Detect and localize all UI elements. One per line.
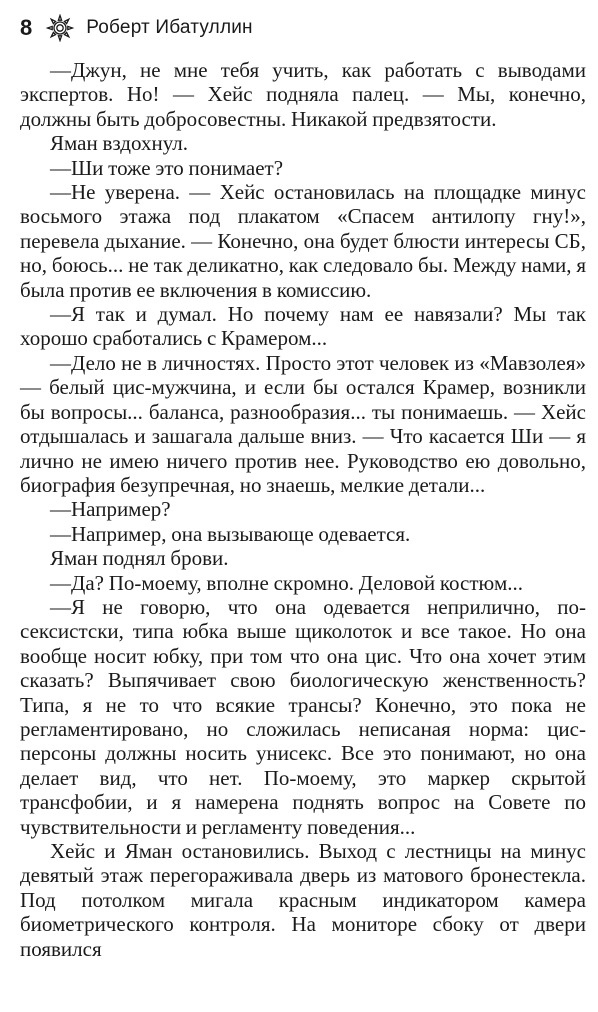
paragraph: —Я не говорю, что она одевается неприлично, по-сексистски, типа юбка выше щиколоток и все такое. Но она вообще носит юбку, при том что она цис. Что она хочет этим сказать? Выпячивает свою биологическую женственность? Типа, я не то что всякие трансы? Конечно, это пока не регламентировано, но сложилась неписаная норма: цис-персоны должны носить унисекс. Все это понимают, но она делает вид, что нет. По-моему, это маркер скрытой трансфобии, и я намерена поднять вопрос на Совете по чувствительности и регламенту поведения... (20, 594, 586, 839)
paragraph: Хейс и Яман остановились. Выход с лестницы на минус девятый этаж перегораживала дверь из матового бронестекла. Под потолком мигала красным индикатором камера биометрического контроля. На мониторе сбоку от двери появился (20, 839, 586, 961)
paragraph: —Не уверена. — Хейс остановилась на площадке минус восьмого этажа под плакатом «Спасем антилопу гну!», перевела дыхание. — Конечно, она будет блюсти интересы СБ, но, боюсь... не так деликатно, как следовало бы. Между нами, я была против ее включения в комиссию. (20, 180, 586, 302)
paragraph: —Например, она вызывающе одевается. (50, 521, 411, 546)
paragraph: —Ши тоже это понимает? (50, 155, 284, 180)
body-text (20, 58, 586, 961)
author-name: Роберт Ибатуллин (86, 17, 253, 38)
paragraph: —Например? (50, 497, 171, 522)
paragraph: Яман вздохнул. (50, 131, 188, 156)
paragraph: —Джун, не мне тебя учить, как работать с выводами экспертов. Но! — Хейс подняла палец. — Мы, конечно, должны быть добросовестны. Никакой предвзятости. (20, 58, 586, 131)
paragraph: —Дело не в личностях. Просто этот человек из «Мавзолея» — белый цис-мужчина, и если бы остался Крамер, возникли бы вопросы... баланса, разнообразия... ты понимаешь. — Хейс отдышалась и зашагала дальше вниз. — Что касается Ши — я лично не имею ничего против нее. Руководство ею довольно, биография безупречная, но знаешь, мелкие детали... (20, 350, 586, 497)
paragraph: —Да? По-моему, вполне скромно. Деловой костюм... (50, 570, 523, 595)
page-number: 8 (20, 15, 33, 40)
sun-ornament-icon (46, 14, 74, 42)
running-head (20, 10, 253, 46)
paragraph: Яман поднял брови. (50, 546, 229, 571)
paragraph: —Я так и думал. Но почему нам ее навязали? Мы так хорошо сработались с Крамером... (20, 302, 586, 351)
